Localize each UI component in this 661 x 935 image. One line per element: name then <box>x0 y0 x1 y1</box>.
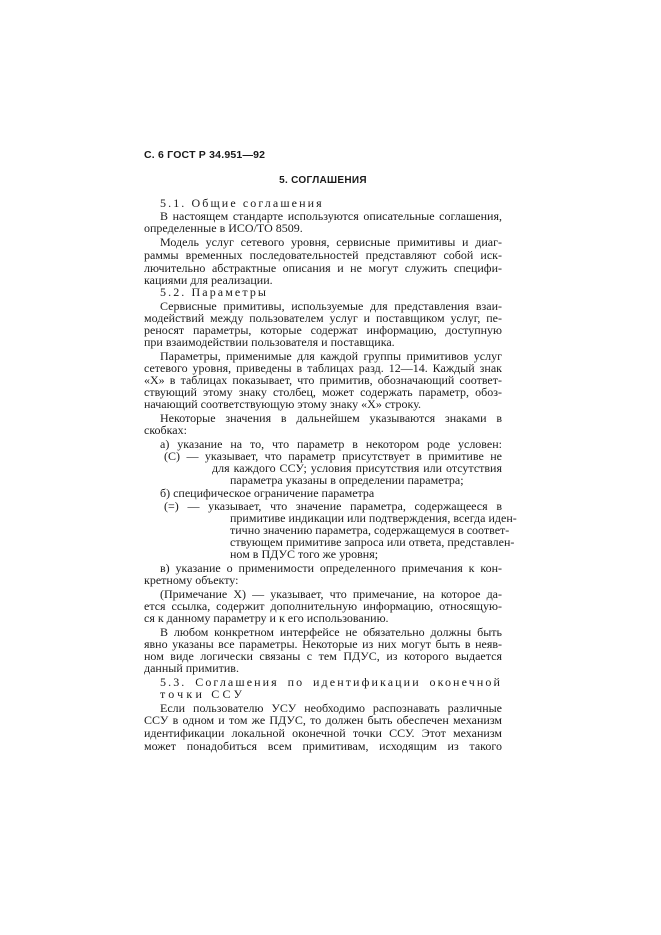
text-line: примитиве индикации или подтверждения, всегда иден- <box>230 511 517 525</box>
list-item-c: в) указание о применимости определенного примечания к кон- <box>160 561 502 575</box>
text-line: тично значению параметра, содержащемуся в соответ- <box>230 523 510 537</box>
text-line: при взаимодействии пользователя и поставщика. <box>144 335 395 349</box>
subsection-heading-5-3: 5.3. Соглашения по идентификации оконечной <box>160 675 502 689</box>
text-line: кретному объекту: <box>144 573 239 587</box>
text-line: определенные в ИСО/ТО 8509. <box>144 221 303 235</box>
subsection-heading-5-1: 5.1. Общие соглашения <box>160 196 324 210</box>
text-line: ном в ПДУС того же уровня; <box>230 547 379 561</box>
text-line: данный примитив. <box>144 661 239 675</box>
section-title: 5. СОГЛАШЕНИЯ <box>279 175 367 186</box>
text-line: начающий соответствующую этому знаку «Х» строку. <box>144 397 421 411</box>
text-line: В настоящем стандарте используются описательные соглашения, <box>160 209 502 223</box>
text-line: ся к данному параметру и к его использованию. <box>144 611 389 625</box>
text-line: В любом конкретном интерфейсе не обязательно должны быть <box>160 625 502 639</box>
text-line: параметра указаны в определении параметра; <box>230 473 464 487</box>
text-line: Если пользователю УСУ необходимо распознавать различные <box>160 701 502 715</box>
text-line: (=) — указывает, что значение параметра, содержащееся в <box>164 499 502 513</box>
text-line: ствующем примитиве запроса или ответа, представлен- <box>230 535 515 549</box>
text-line: Некоторые значения в дальнейшем указываются знаками в <box>160 411 502 425</box>
text-line: ствующий этому знаку столбец, может содержать параметр, обоз- <box>144 385 502 399</box>
text-line: (Примечание Х) — указывает, что примечание, на которое да- <box>160 587 502 601</box>
text-line: Параметры, применимые для каждой группы примитивов услуг <box>160 349 502 363</box>
text-line: явно указаны все параметры. Некоторые из них могут быть в неяв- <box>144 637 502 651</box>
text-line: «Х» в таблицах показывает, что примитив, обозначающий соответ- <box>144 373 502 387</box>
list-item-b: б) специфическое ограничение параметра <box>160 486 375 500</box>
text-line: Модель услуг сетевого уровня, сервисные примитивы и диаг- <box>160 235 502 249</box>
page-header: С. 6 ГОСТ Р 34.951—92 <box>144 149 266 161</box>
subsection-heading-5-2: 5.2. Параметры <box>160 285 269 299</box>
text-line: раммы временных последовательностей представляют собой иск- <box>144 248 502 262</box>
text-line: реносят параметры, которые содержат информацию, доступную <box>144 323 502 337</box>
text-line: модействий между пользователем услуг и поставщиком услуг, пе- <box>144 311 502 325</box>
text-line: скобках: <box>144 423 187 437</box>
text-line: сетевого уровня, приведены в таблицах разд. 12—14. Каждый знак <box>144 361 502 375</box>
text-line: ССУ в одном и том же ПДУС, то должен быть обеспечен механизм <box>144 713 502 727</box>
text-line: кациями для реализации. <box>144 273 273 287</box>
list-item-a: а) указание на то, что параметр в некотором роде условен: <box>160 437 502 451</box>
text-line: ется ссылка, содержит дополнительную информацию, относящую- <box>144 599 502 613</box>
text-line: идентификации локальной оконечной точки ССУ. Этот механизм <box>144 726 502 740</box>
text-line: (С) — указывает, что параметр присутствует в примитиве не <box>164 449 502 463</box>
text-line: лючительно абстрактные описания и не могут служить специфи- <box>144 261 502 275</box>
text-line: ном виде логически связаны с тем ПДУС, из которого выдается <box>144 649 502 663</box>
subsection-heading-5-3-cont: точки ССУ <box>160 687 246 701</box>
text-line: Сервисные примитивы, используемые для представления взаи- <box>160 299 502 313</box>
text-line: может понадобиться всем примитивам, исходящим из такого <box>144 739 502 753</box>
text-line: для каждого ССУ; условия присутствия или отсутствия <box>212 461 502 475</box>
